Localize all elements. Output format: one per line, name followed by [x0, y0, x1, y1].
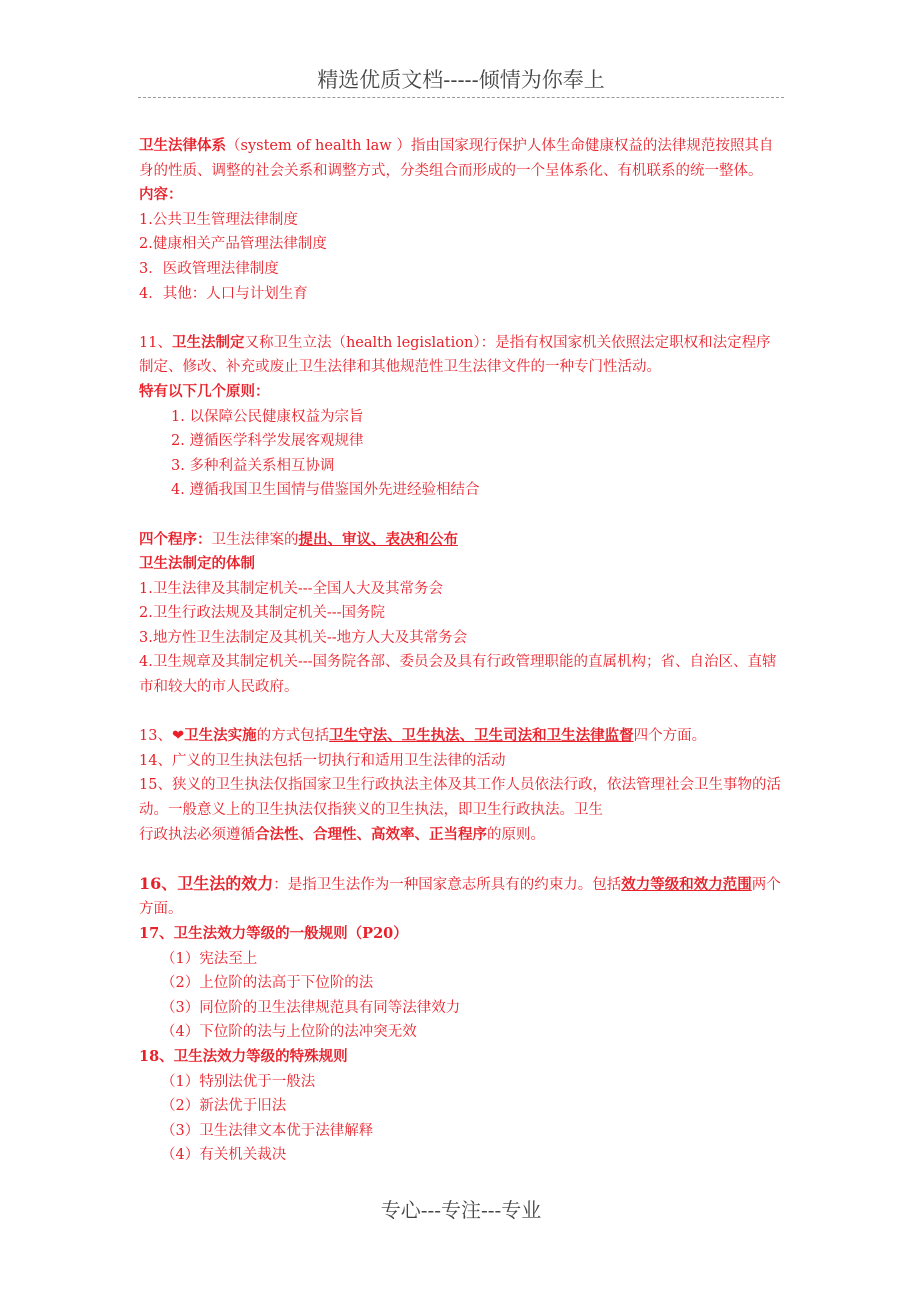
system2-item: 2.卫生行政法规及其制定机关---国务院 — [139, 605, 386, 622]
section-number: 16、 — [139, 873, 178, 893]
section-term: 卫生法的效力 — [177, 873, 274, 893]
spacer — [139, 306, 783, 331]
rule-item: （4）下位阶的法与上位阶的法冲突无效 — [161, 1024, 417, 1041]
principles-label: 特有以下几个原则： — [139, 382, 270, 400]
section-text-end: 的原则。 — [487, 826, 545, 843]
rule-item: （1）宪法至上 — [161, 950, 258, 967]
section-text-end: 四个方面。 — [633, 728, 707, 745]
page-header: 精选优质文档-----倾情为你奉上 — [317, 68, 605, 92]
document-body — [139, 134, 783, 1168]
section-text: 又称卫生立法（health legislation）：是指有权国家机关依照法定职权和法定程序制定、修改、补充或废止卫生法律和其他规范性卫生法律文件的一种专门性活动。 — [139, 334, 771, 376]
section-emphasis: 合法性、合理性、高效率、正当程序 — [255, 825, 487, 843]
section-16 — [139, 872, 783, 922]
section-term: 卫生法制定 — [171, 333, 245, 351]
content-label: 内容： — [139, 186, 183, 204]
content-item: 2.健康相关产品管理法律制度 — [139, 236, 327, 253]
system2-title: 卫生法制定的体制 — [139, 555, 255, 573]
system2-item: 3.地方性卫生法制定及其机关--地方人大及其常务会 — [139, 629, 468, 646]
section-number: 11、 — [139, 334, 172, 351]
section-text: ：是指卫生法作为一种国家意志所具有的约束力。包括 — [273, 876, 622, 893]
heart-icon: ❤ — [171, 728, 185, 745]
rule-item: （2）新法优于旧法 — [161, 1098, 287, 1115]
procedures-label: 四个程序： — [139, 530, 212, 548]
principle-item: 3. 多种利益关系相互协调 — [171, 457, 335, 474]
system2-item: 4.卫生规章及其制定机关---国务院各部、委员会及具有行政管理职能的直属机构；省、自治区、直辖市和较大的市人民政府。 — [139, 654, 777, 696]
principle-item: 4. 遵循我国卫生国情与借鉴国外先进经验相结合 — [171, 482, 480, 499]
spacer — [139, 503, 783, 528]
page-footer: 专心---专注---专业 — [380, 1198, 542, 1222]
rule-item: （3）同位阶的卫生法律规范具有同等法律效力 — [161, 999, 461, 1016]
principle-item: 2. 遵循医学科学发展客观规律 — [171, 433, 364, 450]
system-english: （system of health law ） — [226, 138, 411, 154]
section-number: 13、 — [139, 728, 172, 745]
section-11 — [139, 331, 783, 380]
section-text: 行政执法必须遵循 — [139, 826, 255, 843]
section-15: 15、狭义的卫生执法仅指国家卫生行政执法主体及其工作人员依法行政，依法管理社会卫生事物的活动。一般意义上的卫生执法仅指狭义的卫生执法，即卫生行政执法。卫生 — [139, 777, 781, 819]
content-item: 4．其他：人口与计划生育 — [139, 285, 308, 302]
section-14: 14、广义的卫生执法包括一切执行和适用卫生法律的活动 — [139, 752, 506, 769]
procedures-text: 卫生法律案的 — [211, 531, 299, 548]
procedures-line — [139, 528, 783, 553]
spacer — [139, 700, 783, 725]
system-definition-text: 指由国家现行保护人体生命健康权益的法律规范按照其自身的性质、调整的社会关系和调整方式，分类组合而形成的一个呈体系化、有机联系的统一整体。 — [139, 138, 774, 179]
rule-item: （1）特别法优于一般法 — [161, 1073, 316, 1090]
section-13 — [139, 724, 783, 749]
procedures-emphasis: 提出、审议、表决和公布 — [298, 530, 458, 548]
system2-item: 1.卫生法律及其制定机关---全国人大及其常务会 — [139, 580, 444, 597]
system-definition — [139, 134, 783, 183]
section-text-end: 两个方面。 — [139, 876, 781, 918]
section-18-title: 18、卫生法效力等级的特殊规则 — [139, 1047, 348, 1065]
section-emphasis: 卫生守法、卫生执法、卫生司法和卫生法律监督 — [329, 727, 634, 745]
rule-item: （2）上位阶的法高于下位阶的法 — [161, 975, 374, 992]
header-divider — [138, 97, 784, 98]
content-item: 1.公共卫生管理法律制度 — [139, 211, 298, 228]
section-emphasis: 效力等级和效力范围 — [621, 875, 752, 893]
principle-item: 1. 以保障公民健康权益为宗旨 — [171, 408, 364, 425]
section-15-line2 — [139, 823, 783, 848]
spacer — [139, 847, 783, 872]
rule-item: （3）卫生法律文本优于法律解释 — [161, 1122, 374, 1139]
content-item: 3．医政管理法律制度 — [139, 260, 279, 277]
section-17-title: 17、卫生法效力等级的一般规则（P20） — [139, 925, 408, 942]
section-term: 卫生法实施 — [184, 727, 257, 745]
section-text: 的方式包括 — [256, 728, 330, 745]
system-term: 卫生法律体系 — [139, 137, 226, 154]
rule-item: （4）有关机关裁决 — [161, 1147, 287, 1164]
